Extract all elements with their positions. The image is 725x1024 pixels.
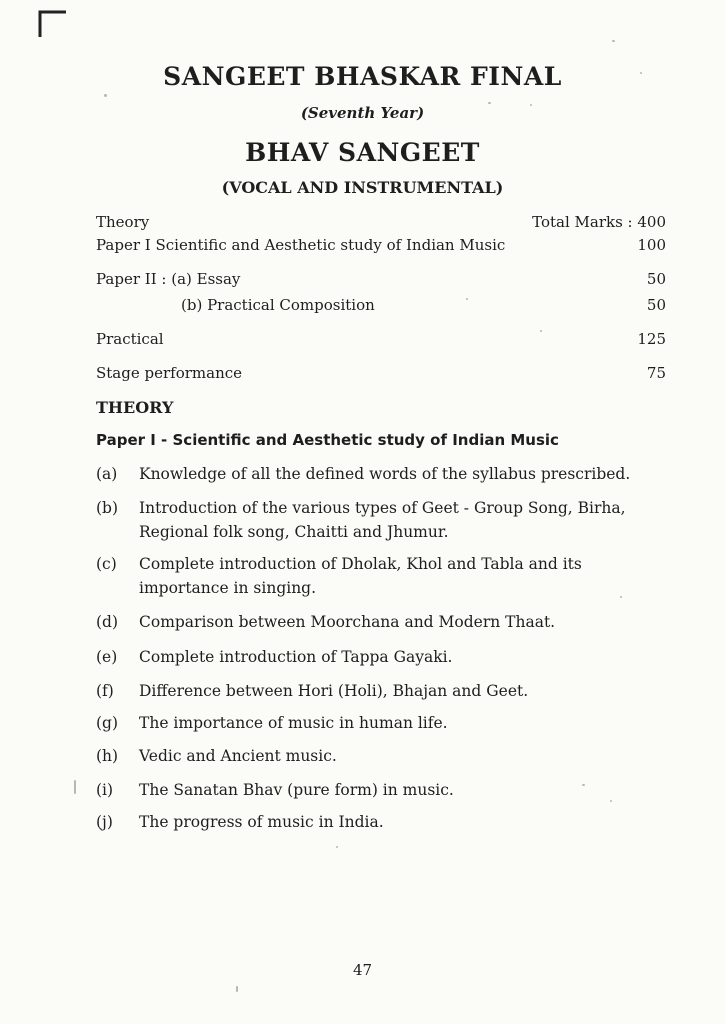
list-item-text: Complete introduction of Dholak, Khol and Tabla and its importance in singing.	[139, 555, 582, 597]
list-item-text: Comparison between Moorchana and Modern Thaat.	[139, 613, 556, 631]
marks-row-value: 100	[637, 236, 666, 254]
list-item-marker: (d)	[96, 613, 119, 631]
corner-crop-mark	[38, 10, 68, 38]
page-title: SANGEET BHASKAR FINAL	[163, 62, 562, 91]
marks-row-label: Stage performance	[96, 364, 243, 382]
list-item-marker: (h)	[96, 747, 119, 765]
list-item-marker: (j)	[96, 813, 113, 831]
marks-row-label: Paper II : (a) Essay	[96, 270, 241, 288]
list-item-marker: (c)	[96, 555, 117, 573]
paper-heading: Paper I - Scientific and Aesthetic study of Indian Music	[96, 431, 559, 449]
list-item-marker: (e)	[96, 648, 118, 666]
marks-row-label: (b) Practical Composition	[181, 296, 375, 314]
year-subtitle: (Seventh Year)	[300, 104, 425, 122]
theory-heading: THEORY	[96, 398, 174, 417]
list-item-text: Difference between Hori (Holi), Bhajan and Geet.	[139, 682, 529, 700]
total-marks: Total Marks : 400	[532, 213, 666, 231]
theory-label: Theory	[96, 213, 150, 231]
marks-row-value: 50	[646, 296, 666, 314]
marks-row-label: Paper I Scientific and Aesthetic study of Indian Music	[96, 236, 506, 254]
marks-row-value: 125	[637, 330, 666, 348]
list-item-text: Complete introduction of Tappa Gayaki.	[139, 648, 453, 666]
list-item-text: Knowledge of all the defined words of the syllabus prescribed.	[139, 465, 631, 483]
list-item-text: The progress of music in India.	[139, 813, 384, 831]
list-item-marker: (g)	[96, 714, 119, 732]
marks-row-label: Practical	[96, 330, 164, 348]
list-item-text: Introduction of the various types of Geet - Group Song, Birha, Regional folk song, Chaitti and Jhumur.	[139, 499, 626, 541]
course-title: BHAV SANGEET	[245, 138, 480, 167]
course-type: (VOCAL AND INSTRUMENTAL)	[221, 178, 504, 197]
list-item-marker: (b)	[96, 499, 119, 517]
list-item-marker: (f)	[96, 682, 114, 700]
list-item-text: Vedic and Ancient music.	[139, 747, 337, 765]
marks-row-value: 75	[646, 364, 666, 382]
list-item-marker: (a)	[96, 465, 118, 483]
marks-row-value: 50	[646, 270, 666, 288]
list-item-marker: (i)	[96, 781, 114, 799]
page-number: 47	[352, 961, 373, 979]
list-item-text: The importance of music in human life.	[139, 714, 448, 732]
list-item-text: The Sanatan Bhav (pure form) in music.	[139, 781, 454, 799]
